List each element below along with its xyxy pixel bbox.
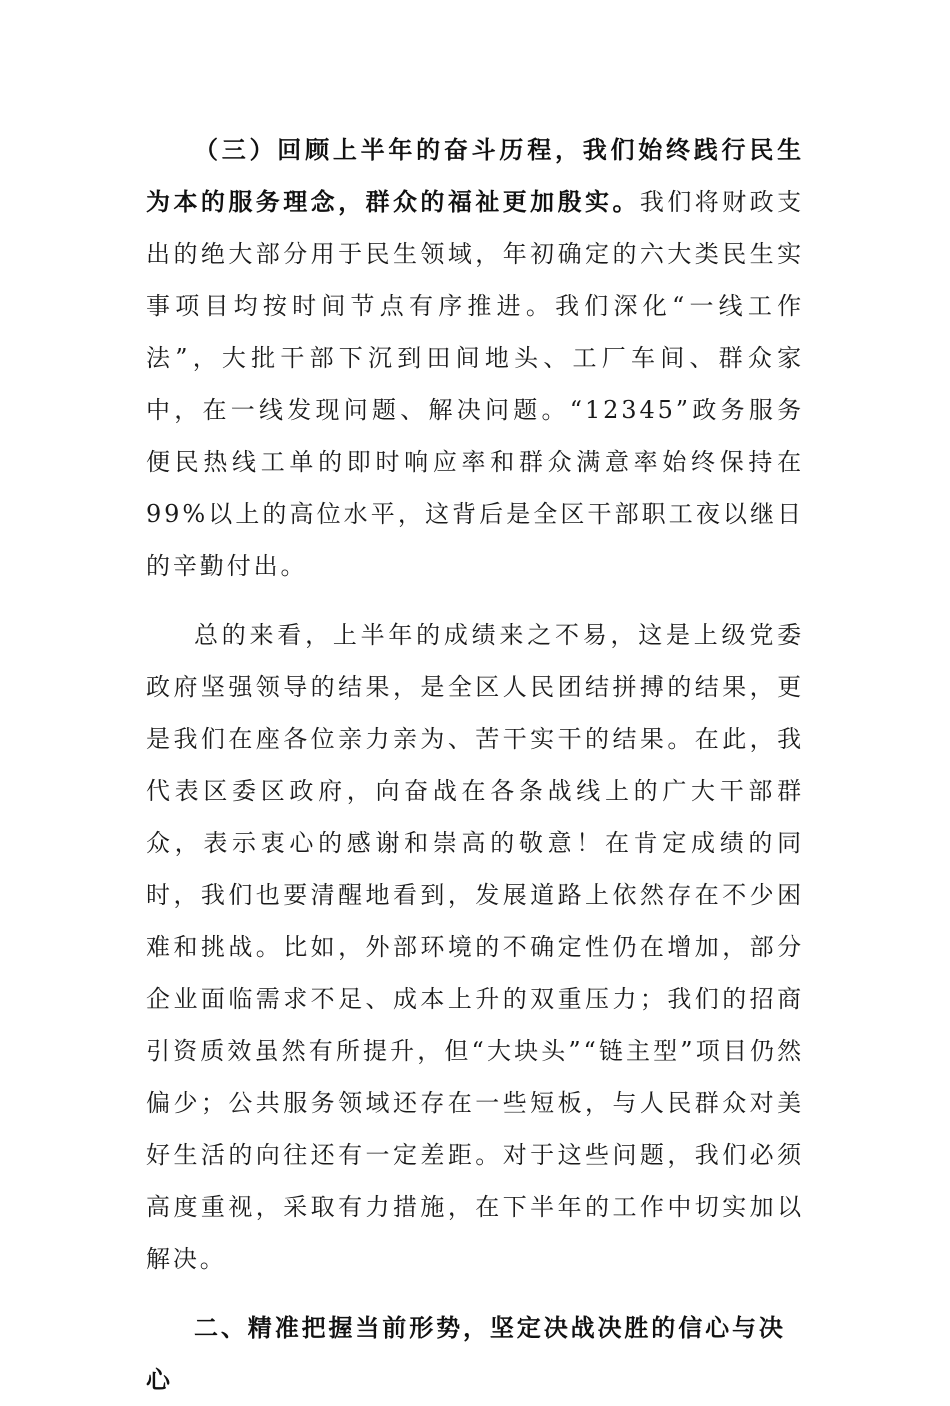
paragraph-summary	[146, 609, 804, 1285]
paragraph-people-wellbeing	[146, 124, 804, 592]
paragraph-body-text: 总的来看，上半年的成绩来之不易，这是上级党委政府坚强领导的结果，是全区人民团结拼搏的结果，更是我们在座各位亲力亲为、苦干实干的结果。在此，我代表区委区政府，向奋战在各条战线上的广大干部群众，表示衷心的感谢和崇高的敬意！在肯定成绩的同时，我们也要清醒地看到，发展道路上依然存在不少困难和挑战。比如，外部环境的不确定性仍在增加，部分企业面临需求不足、成本上升的双重压力；我们的招商引资质效虽然有所提升，但“大块头”“链主型”项目仍然偏少；公共服务领域还存在一些短板，与人民群众对美好生活的向往还有一定差距。对于这些问题，我们必须高度重视，采取有力措施，在下半年的工作中切实加以解决。	[146, 621, 804, 1273]
document-body	[146, 124, 804, 1406]
section-heading: 二、精准把握当前形势，坚定决战决胜的信心与决心	[146, 1313, 786, 1394]
paragraph-body-text: 我们将财政支出的绝大部分用于民生领域，年初确定的六大类民生实事项目均按时间节点有序推进。我们深化“一线工作法”，大批干部下沉到田间地头、工厂车间、群众家中，在一线发现问题、解决问题。“12345”政务服务便民热线工单的即时响应率和群众满意率始终保持在99%以上的高位水平，这背后是全区干部职工夜以继日的辛勤付出。	[146, 188, 804, 580]
paragraph-lead-bold: （三）回顾上半年的奋斗历程，我们始终践行民生为本的服务理念，群众的福祉更加殷实。	[146, 135, 804, 216]
